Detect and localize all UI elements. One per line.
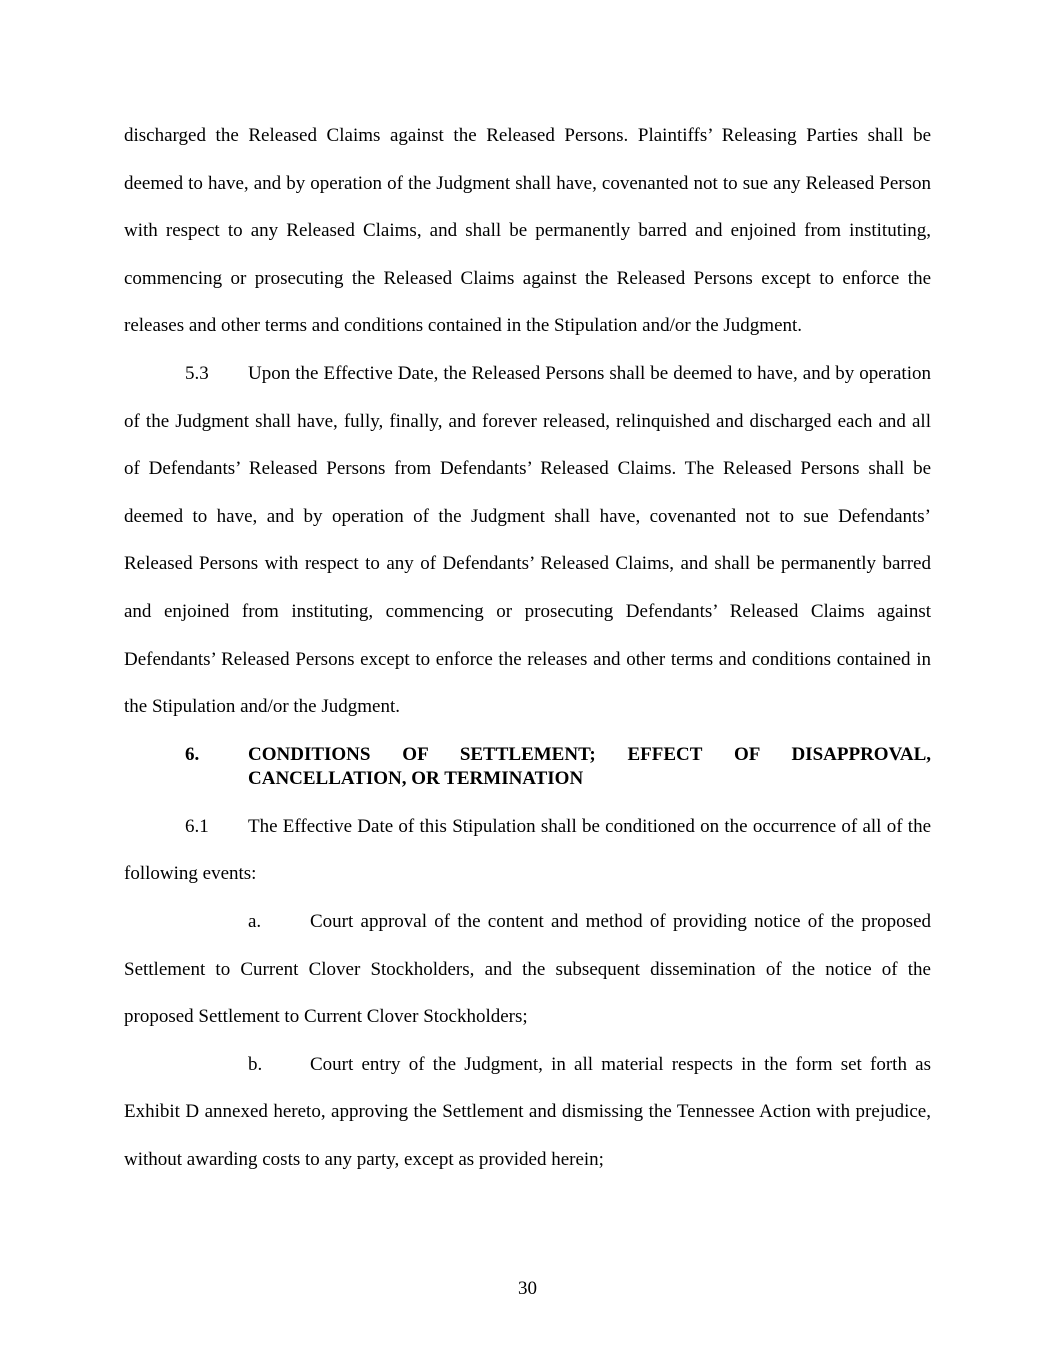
paragraph-continuation [124, 112, 931, 350]
section-6-1 [124, 803, 931, 898]
page-number: 30 [518, 1278, 537, 1299]
section-6-1-number: 6.1 [185, 815, 209, 837]
list-item-b [124, 1041, 931, 1184]
section-6-heading-title: CONDITIONS OF SETTLEMENT; EFFECT OF DISAPPROVAL, CANCELLATION, OR TERMINATION [248, 743, 931, 789]
section-6-1-text: The Effective Date of this Stipulation shall be conditioned on the occurrence of all of the following events: [124, 815, 931, 885]
paragraph-continuation-text: discharged the Released Claims against the Released Persons. Plaintiffs’ Releasing Parties shall be deemed to have, and by operation of the Judgment shall have, covenanted not to sue any Released Person with respect to any Released Claims, and shall be permanently barred and enjoined from instituting, commencing or prosecuting the Released Claims against the Released Persons except to enforce the releases and other terms and conditions contained in the Stipulation and/or the Judgment. [124, 125, 931, 337]
list-item-a [124, 898, 931, 1041]
section-5-3-number: 5.3 [185, 362, 209, 384]
list-item-b-label: b. [248, 1053, 263, 1075]
section-5-3 [124, 350, 931, 731]
list-item-a-label: a. [248, 910, 262, 932]
section-5-3-text: Upon the Effective Date, the Released Persons shall be deemed to have, and by operation of the Judgment shall have, fully, finally, and forever released, relinquished and discharged each and all of Defendants’ Released Persons from Defendants’ Released Claims. The Released Persons shall be deemed to have, and by operation of the Judgment shall have, covenanted not to sue Defendants’ Released Persons with respect to any of Defendants’ Released Claims, and shall be permanently barred and enjoined from instituting, commencing or prosecuting Defendants’ Released Claims against Defendants’ Released Persons except to enforce the releases and other terms and conditions contained in the Stipulation and/or the Judgment. [124, 362, 931, 718]
section-6-heading-number: 6. [185, 743, 200, 765]
document-page [124, 112, 931, 1183]
section-6-heading [124, 743, 931, 791]
list-item-a-text: Court approval of the content and method of providing notice of the proposed Settlement to Current Clover Stockholders, and the subsequent dissemination of the notice of the proposed Settlement to Current Clover Stockholders; [124, 910, 931, 1028]
list-item-b-text: Court entry of the Judgment, in all material respects in the form set forth as Exhibit D annexed hereto, approving the Settlement and dismissing the Tennessee Action with prejudice, without awarding costs to any party, except as provided herein; [124, 1053, 931, 1170]
